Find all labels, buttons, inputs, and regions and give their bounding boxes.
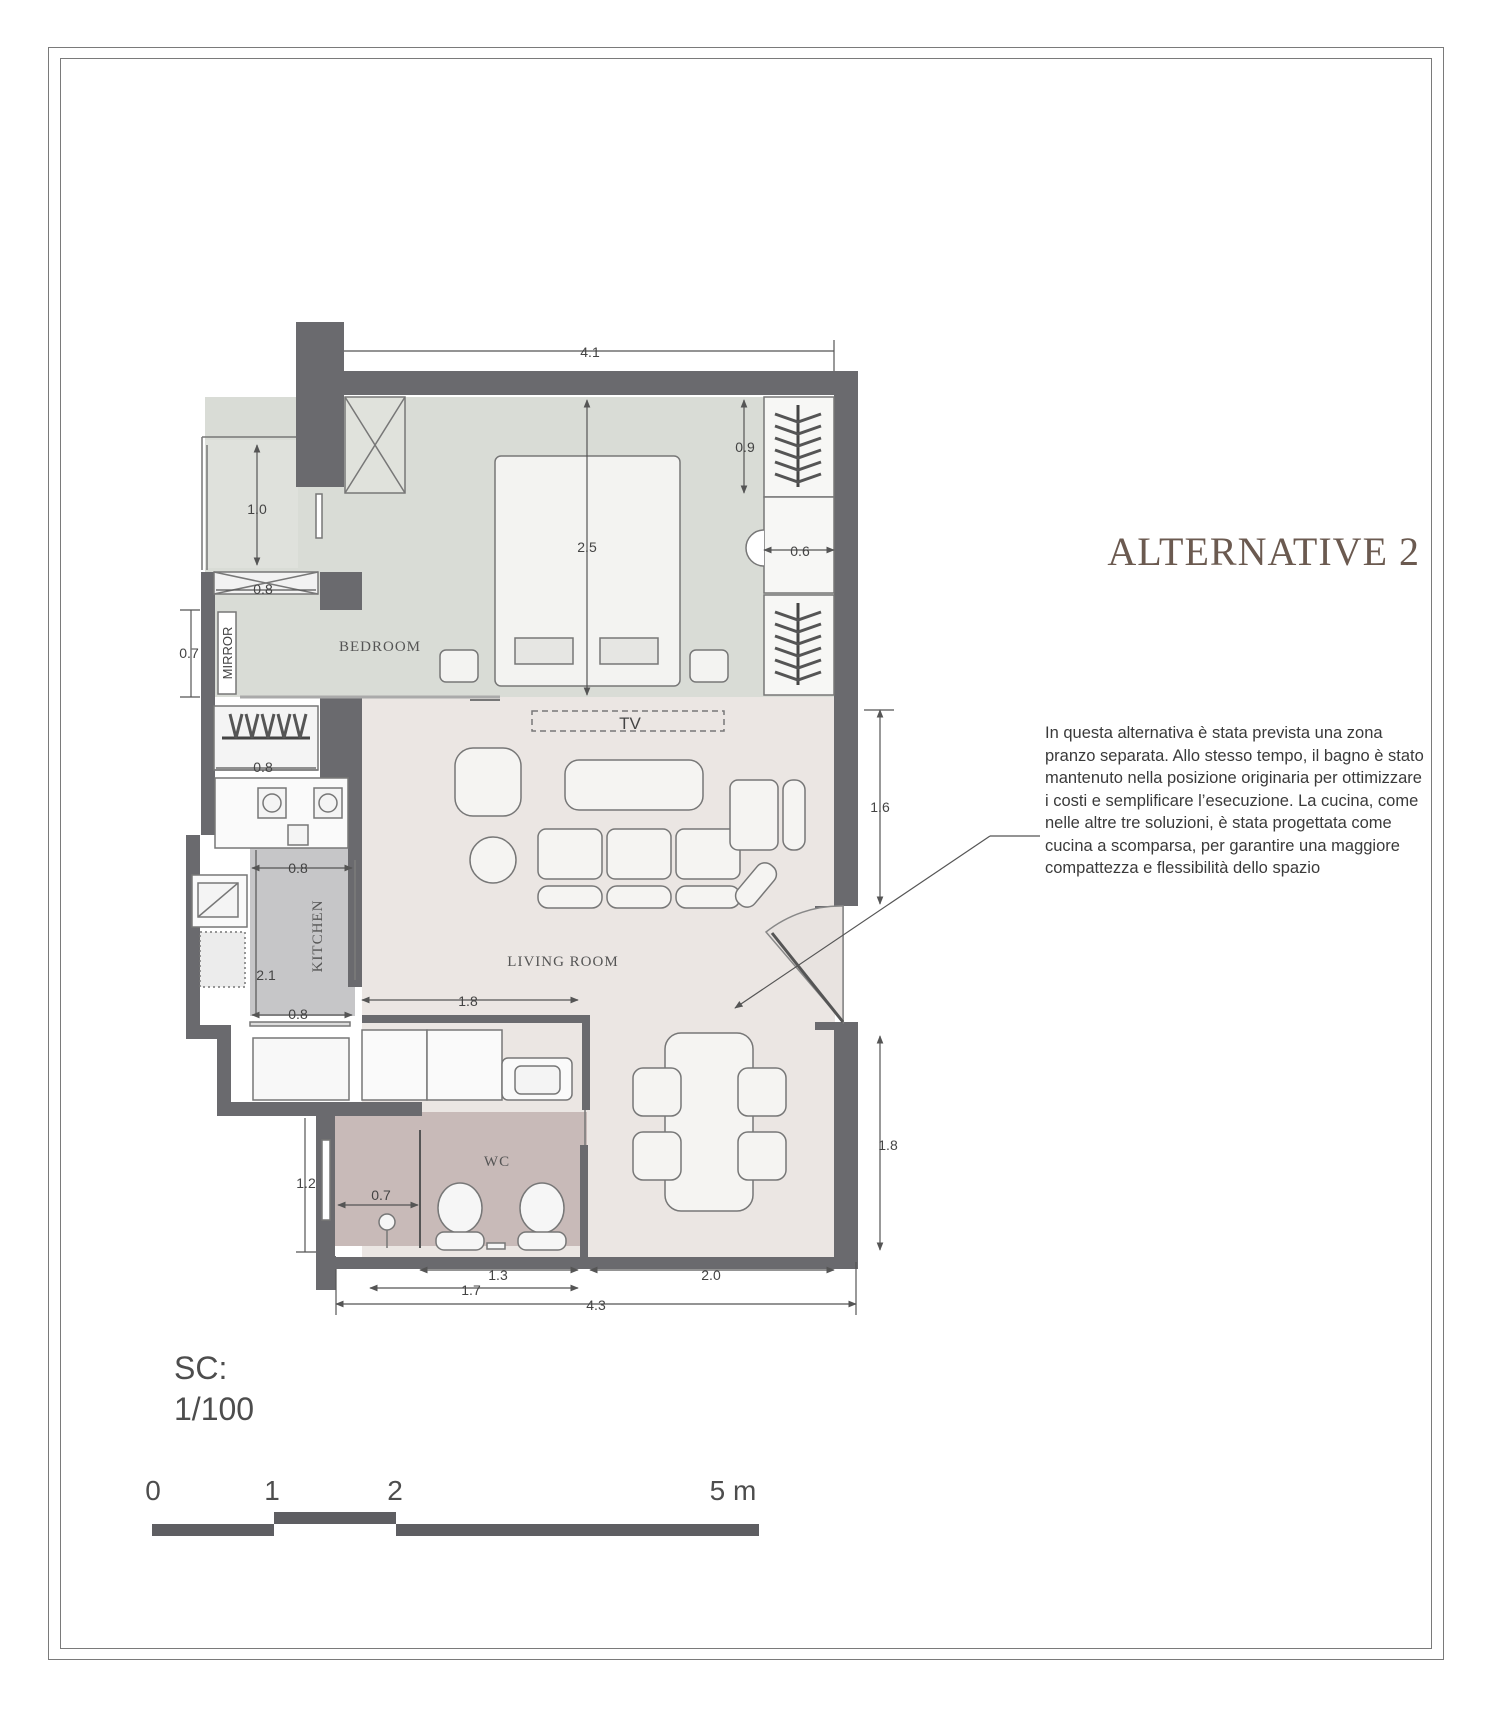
dim-entry-upper: 1.6	[870, 799, 890, 815]
toilet	[438, 1183, 482, 1233]
dim-kitchen-width-bottom: 0.8	[288, 1006, 308, 1022]
shower-head	[379, 1214, 395, 1230]
room-label-living-room: LIVING ROOM	[507, 954, 619, 970]
dim-bed-length: 2.5	[577, 539, 597, 555]
scale-bar-label-0: 0	[145, 1475, 161, 1506]
dim-shower-width: 0.8	[253, 581, 273, 597]
dim-entry-lower: 1.8	[878, 1137, 898, 1153]
wall-bedroom-stub	[320, 572, 362, 610]
dim-kitchen-width-top: 0.8	[288, 860, 308, 876]
dim-balcony-depth: 1.0	[247, 501, 267, 517]
dim-wc-height: 1.2	[296, 1175, 316, 1191]
dim-mirror-height: 0.7	[179, 645, 199, 661]
dim-living-span: 1.8	[458, 993, 478, 1009]
dim-wc-inner: 0.7	[371, 1187, 391, 1203]
dim-wc-width: 1.7	[461, 1282, 481, 1298]
wall-wc-right	[580, 1145, 588, 1257]
tv-label: TV	[619, 714, 641, 733]
nightstand-left	[440, 650, 478, 682]
scale-bar	[145, 1475, 759, 1536]
dim-wardrobe-gap: 0.6	[790, 543, 810, 559]
mirror-label: MIRROR	[220, 626, 235, 680]
wall-left-mid	[201, 572, 215, 817]
scale-bar-label-5: 5 m	[709, 1475, 757, 1506]
scale-label: SC:	[174, 1350, 228, 1386]
wall-top-left-block	[296, 322, 344, 487]
sofa-corner	[730, 780, 778, 850]
dim-dining-width: 2.0	[701, 1267, 721, 1283]
nightstand-right	[690, 650, 728, 682]
scale-ratio: 1/100	[174, 1391, 255, 1427]
wall-living-wc	[362, 1015, 590, 1023]
dim-kitchen-length: 2.1	[256, 967, 276, 983]
dim-bottom-total: 4.3	[586, 1297, 606, 1313]
dining-chair	[633, 1068, 681, 1116]
dim-top-width: 4.1	[580, 344, 600, 360]
dim-closet-width: 0.8	[253, 759, 273, 775]
page-title: ALTERNATIVE 2	[1107, 529, 1420, 574]
pillow-left	[515, 638, 573, 664]
description-text: In questa alternativa è stata prevista una zona pranzo separata. Allo stesso tempo, il bagno è stato mantenuto nella posizione originaria per ottimizzare i costi e semplificare l’esecuzione. La cucina, come nelle altre tre soluzioni, è stata progettata come cucina a scomparsa, per garantire una maggiore compattezza e flessibilità dello spazio	[1045, 724, 1424, 877]
bidet	[520, 1183, 564, 1233]
sofa-seat-1	[538, 829, 602, 879]
room-label-bedroom: BEDROOM	[338, 639, 422, 655]
dim-wc-fixtures: 1.3	[488, 1267, 508, 1283]
scale-bar-label-1: 1	[264, 1475, 280, 1506]
armchair	[455, 748, 521, 816]
wall-left-lower	[186, 835, 200, 1035]
side-table	[470, 837, 516, 883]
wall-top	[344, 371, 858, 395]
dining-table	[665, 1033, 753, 1211]
wall-right-upper	[834, 371, 858, 906]
fridge	[253, 1038, 349, 1100]
wall-right-lower	[834, 1022, 858, 1262]
room-label-wc: WC	[483, 1154, 511, 1170]
dim-wardrobe-depth: 0.9	[735, 439, 755, 455]
coffee-table	[565, 760, 703, 810]
room-label-kitchen: KITCHEN	[310, 899, 326, 973]
wall-bottom	[336, 1257, 858, 1269]
sofa-seat-2	[607, 829, 671, 879]
pillow-right	[600, 638, 658, 664]
scale-bar-label-2: 2	[387, 1475, 403, 1506]
